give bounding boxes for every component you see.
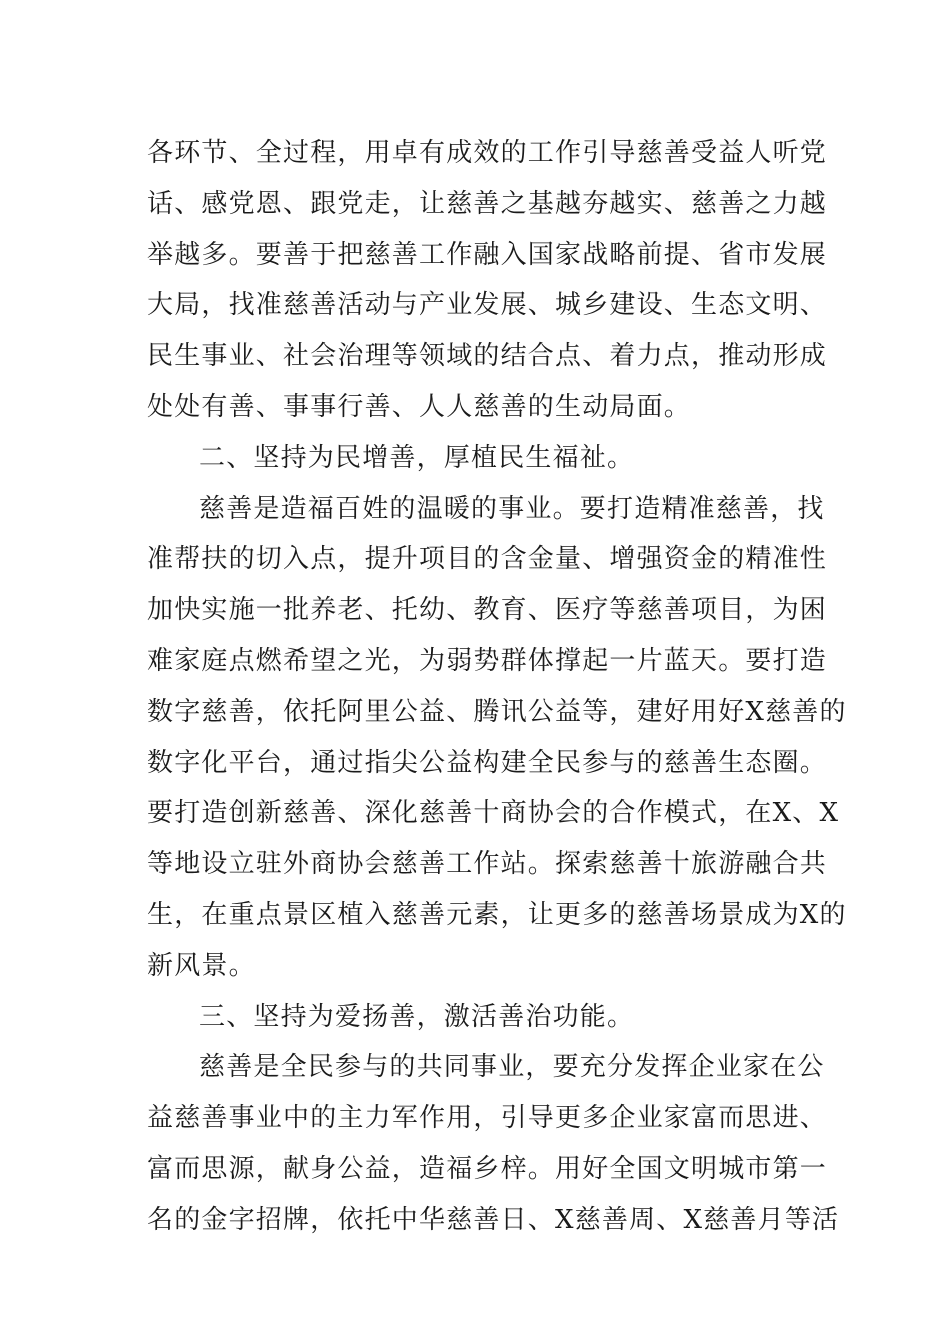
paragraph-line: 慈善是造福百姓的温暖的事业。要打造精准慈善，找 (199, 493, 825, 524)
paragraph-line: 数字慈善，依托阿里公益、腾讯公益等，建好用好X慈善的 (147, 696, 847, 727)
paragraph-line: 等地设立驻外商协会慈善工作站。探索慈善十旅游融合共 (147, 849, 828, 880)
paragraph-line: 富而思源，献身公益，造福乡梓。用好全国文明城市第一 (147, 1153, 828, 1184)
paragraph-line: 话、感党恩、跟党走，让慈善之基越夯越实、慈善之力越 (147, 188, 828, 219)
paragraph-line: 加快实施一批养老、托幼、教育、医疗等慈善项目，为困 (147, 595, 828, 626)
paragraph-line: 各环节、全过程，用卓有成效的工作引导慈善受益人听党 (147, 138, 828, 168)
paragraph-2 (147, 484, 847, 992)
document-body (147, 128, 847, 1246)
paragraph-line: 大局，找准慈善活动与产业发展、城乡建设、生态文明、 (147, 290, 828, 321)
paragraph-line: 民生事业、社会治理等领域的结合点、着力点，推动形成 (147, 341, 828, 372)
paragraph-line: 数字化平台，通过指尖公益构建全民参与的慈善生态圈。 (147, 747, 828, 778)
paragraph-line: 难家庭点燃希望之光，为弱势群体撑起一片蓝天。要打造 (147, 645, 828, 676)
section-heading-2: 二、坚持为民增善，厚植民生福祉。 (199, 442, 635, 473)
section-heading-3: 三、坚持为爱扬善，激活善治功能。 (199, 1001, 635, 1032)
paragraph-line: 要打造创新慈善、深化慈善十商协会的合作模式，在X、X (147, 798, 840, 829)
paragraph-line: 慈善是全民参与的共同事业，要充分发挥企业家在公 (199, 1052, 825, 1083)
paragraph-line: 处处有善、事事行善、人人慈善的生动局面。 (147, 391, 692, 422)
paragraph-line: 名的金字招牌，依托中华慈善日、X慈善周、X慈善月等活 (147, 1204, 840, 1235)
paragraph-3 (147, 1042, 840, 1245)
paragraph-line: 生，在重点景区植入慈善元素，让更多的慈善场景成为X的 (147, 899, 847, 930)
paragraph-line: 新风景。 (147, 950, 256, 981)
paragraph-1 (147, 128, 828, 433)
paragraph-line: 举越多。要善于把慈善工作融入国家战略前提、省市发展 (147, 239, 828, 270)
paragraph-line: 准帮扶的切入点，提升项目的含金量、增强资金的精准性 (147, 544, 828, 575)
paragraph-line: 益慈善事业中的主力军作用，引导更多企业家富而思进、 (147, 1103, 828, 1134)
